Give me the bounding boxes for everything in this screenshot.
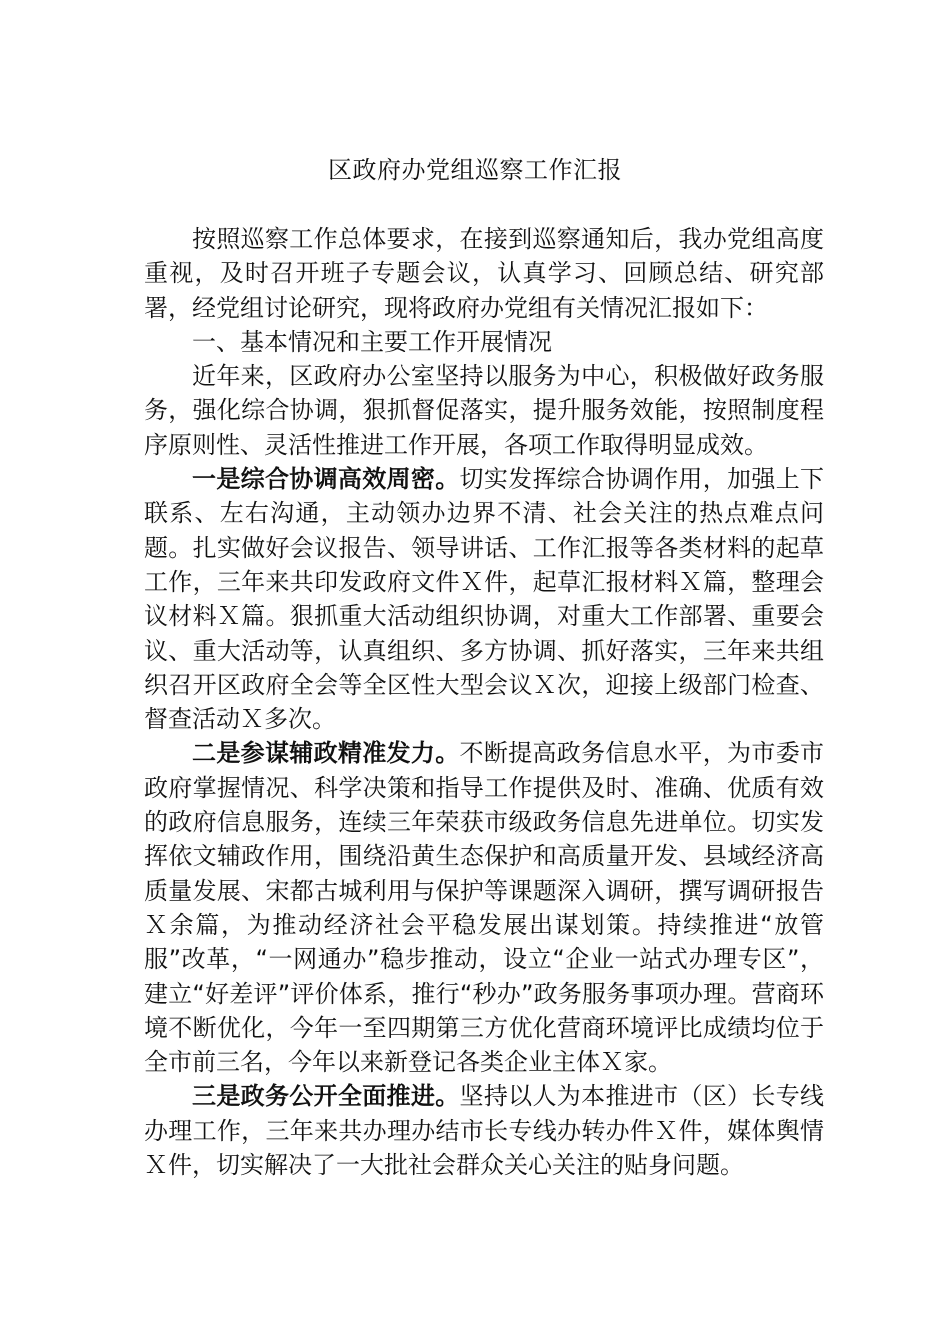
paragraph-text: 切实发挥综合协调作用，加强上下联系、左右沟通，主动领办边界不清、社会关注的热点难点问题。扎实做好会议报告、领导讲话、工作汇报等各类材料的起草工作，三年来共印发政府文件Ｘ件，起草汇报材料Ｘ篇，整理会议材料Ｘ篇。狠抓重大活动组织协调，对重大工作部署、重要会议、重大活动等，认真组织、多方协调、抓好落实，三年来共组织召开区政府全会等全区性大型会议Ｘ次，迎接上级部门检查、督查活动Ｘ多次。 [144,465,825,734]
paragraph-lead: 三是政务公开全面推进。 [192,1082,460,1111]
paragraph-overview [144,359,824,462]
paragraph-text: 不断提高政务信息水平，为市委市政府掌握情况、科学决策和指导工作提供及时、准确、优质有效的政府信息服务，连续三年荣获市级政务信息先进单位。切实发挥依文辅政作用，围绕沿黄生态保护和高质量开发、县域经济高质量发展、宋都古城利用与保护等课题深入调研，撰写调研报告Ｘ余篇，为推动经济社会平稳发展出谋划策。持续推进“放管服”改革，“一网通办”稳步推动，设立“企业一站式办理专区”，建立“好差评”评价体系，推行“秒办”政务服务事项办理。营商环境不断优化，今年一至四期第三方优化营商环境评比成绩均位于全市前三名，今年以来新登记各类企业主体Ｘ家。 [144,739,825,1077]
paragraph-text: 近年来，区政府办公室坚持以服务为中心，积极做好政务服务，强化综合协调，狠抓督促落实，提升服务效能，按照制度程序原则性、灵活性推进工作开展，各项工作取得明显成效。 [144,362,824,459]
section-heading [144,325,824,359]
paragraph-coordination [144,462,824,736]
document-body [144,222,824,1182]
paragraph-text: 坚持以人为本推进市（区）长专线办理工作，三年来共办理办结市长专线办转办件Ｘ件，媒体舆情Ｘ件，切实解决了一大批社会群众关心关注的贴身问题。 [144,1082,825,1180]
paragraph-transparency [144,1079,824,1182]
paragraph-text: 按照巡察工作总体要求，在接到巡察通知后，我办党组高度重视，及时召开班子专题会议，认真学习、回顾总结、研究部署，经党组讨论研究，现将政府办党组有关情况汇报如下： [144,225,824,322]
paragraph-lead: 二是参谋辅政精准发力。 [192,739,460,768]
paragraph-lead: 一是综合协调高效周密。 [192,465,460,494]
paragraph-text: 一、基本情况和主要工作开展情况 [192,327,552,356]
paragraph-advisory [144,736,824,1079]
document-title: 区政府办党组巡察工作汇报 [328,156,622,184]
paragraph-intro [144,222,824,325]
